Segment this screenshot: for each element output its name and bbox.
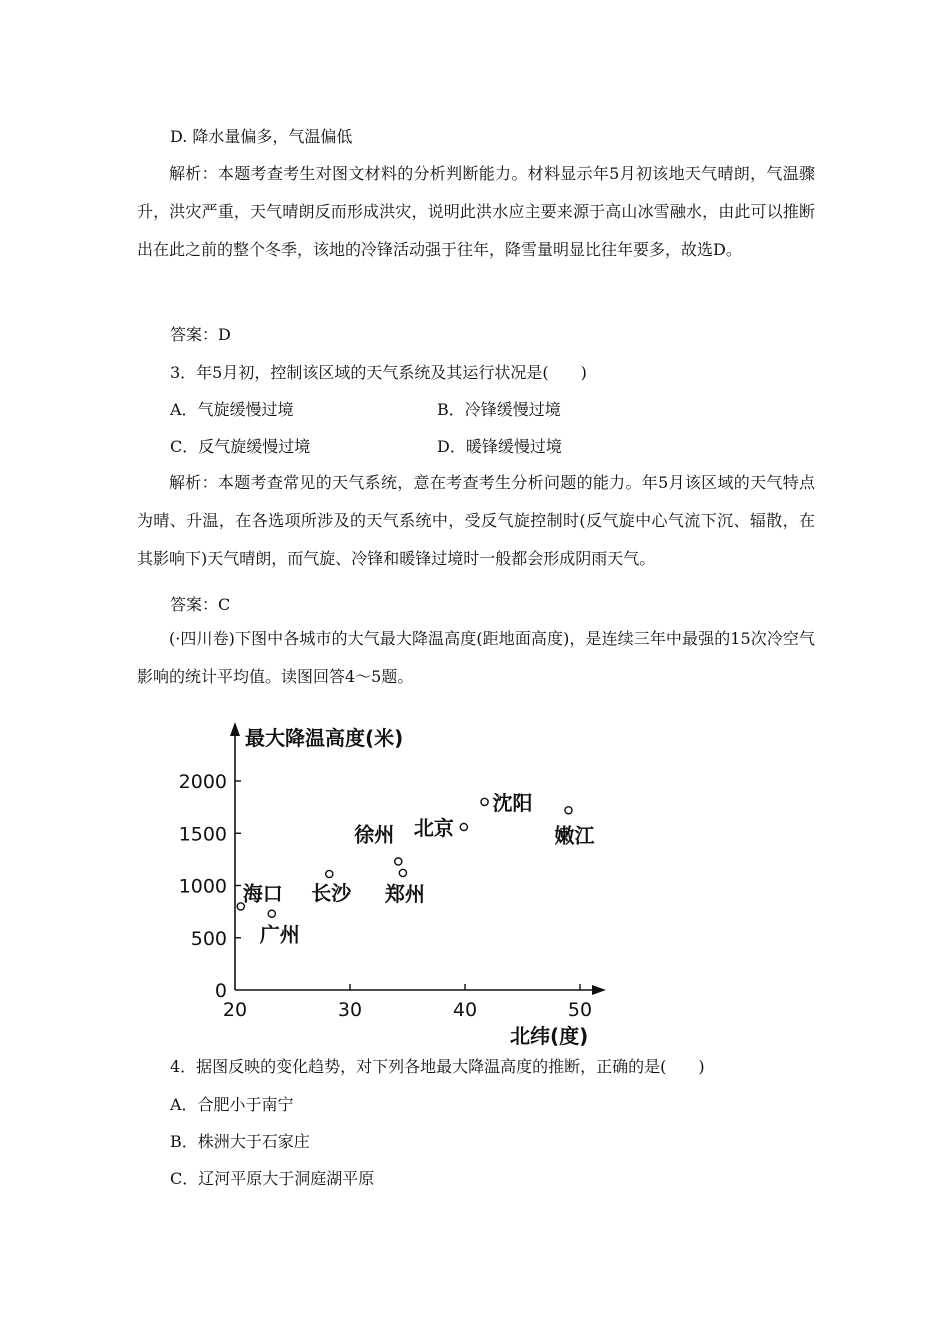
q3-stem: 3．年5月初，控制该区域的天气系统及其运行状况是( ) bbox=[170, 363, 587, 382]
y-tick-label: 0 bbox=[214, 980, 227, 1002]
data-point bbox=[268, 910, 275, 917]
data-point bbox=[395, 858, 402, 865]
q4-option-a: A．合肥小于南宁 bbox=[170, 1095, 294, 1114]
data-point bbox=[399, 869, 406, 876]
data-point bbox=[565, 807, 572, 814]
y-tick-label: 500 bbox=[190, 927, 227, 950]
y-tick-label: 2000 bbox=[178, 771, 227, 793]
point-label: 沈阳 bbox=[492, 790, 533, 815]
x-tick-label: 30 bbox=[337, 999, 363, 1021]
x-axis-arrow bbox=[592, 985, 606, 995]
q3-analysis: 解析：本题考查常见的天气系统，意在考查考生分析问题的能力。年5月该区域的天气特点为晴、升温，在各选项所涉及的天气系统中，受反气旋控制时(反气旋中心气流下沉、辐散，在其影响下)天气晴朗，而气旋、冷锋和暖锋过境时一般都会形成阴雨天气。 bbox=[137, 473, 815, 568]
x-tick-label: 40 bbox=[452, 999, 478, 1021]
chart-intro: (·四川卷)下图中各城市的大气最大降温高度(距地面高度)，是连续三年中最强的15次冷空气影响的统计平均值。读图回答4～5题。 bbox=[137, 629, 815, 686]
scatter-chart bbox=[170, 718, 630, 1058]
q3-answer: 答案：C bbox=[170, 595, 231, 614]
point-label: 长沙 bbox=[311, 881, 352, 906]
q2-analysis: 解析：本题考查考生对图文材料的分析判断能力。材料显示年5月初该地天气晴朗，气温骤升，洪灾严重，天气晴朗反而形成洪灾，说明此洪水应主要来源于高山冰雪融水，由此可以推断出在此之前的整个冬季，该地的冷锋活动强于往年，降雪量明显比往年要多，故选D。 bbox=[137, 164, 815, 259]
point-label: 郑州 bbox=[384, 881, 425, 906]
q3-option-a: A．气旋缓慢过境 bbox=[170, 400, 294, 419]
data-point bbox=[326, 870, 333, 877]
q3-option-b: B．冷锋缓慢过境 bbox=[437, 400, 561, 419]
x-tick-label: 50 bbox=[567, 999, 593, 1021]
q3-option-d: D．暖锋缓慢过境 bbox=[437, 437, 562, 456]
q2-option-d: D. 降水量偏多，气温偏低 bbox=[170, 127, 353, 146]
q4-option-b: B．株洲大于石家庄 bbox=[170, 1132, 310, 1151]
q2-answer: 答案：D bbox=[170, 325, 231, 344]
y-axis-arrow bbox=[230, 722, 240, 736]
data-point bbox=[460, 823, 467, 830]
q4-stem: 4．据图反映的变化趋势，对下列各地最大降温高度的推断，正确的是( ) bbox=[170, 1057, 705, 1076]
x-tick-label: 20 bbox=[222, 999, 248, 1021]
point-label: 嫩江 bbox=[554, 823, 595, 848]
data-point bbox=[481, 798, 488, 805]
q3-option-c: C．反气旋缓慢过境 bbox=[170, 437, 311, 456]
y-tick-label: 1000 bbox=[178, 875, 227, 898]
y-axis-label: 最大降温高度(米) bbox=[245, 726, 404, 750]
point-label: 广州 bbox=[259, 922, 300, 947]
x-axis-label: 北纬(度) bbox=[510, 1024, 589, 1048]
point-label: 北京 bbox=[413, 815, 454, 840]
y-tick-label: 1500 bbox=[178, 823, 227, 846]
point-label: 海口 bbox=[242, 881, 283, 906]
q4-option-c: C．辽河平原大于洞庭湖平原 bbox=[170, 1169, 375, 1188]
point-label: 徐州 bbox=[354, 822, 395, 847]
